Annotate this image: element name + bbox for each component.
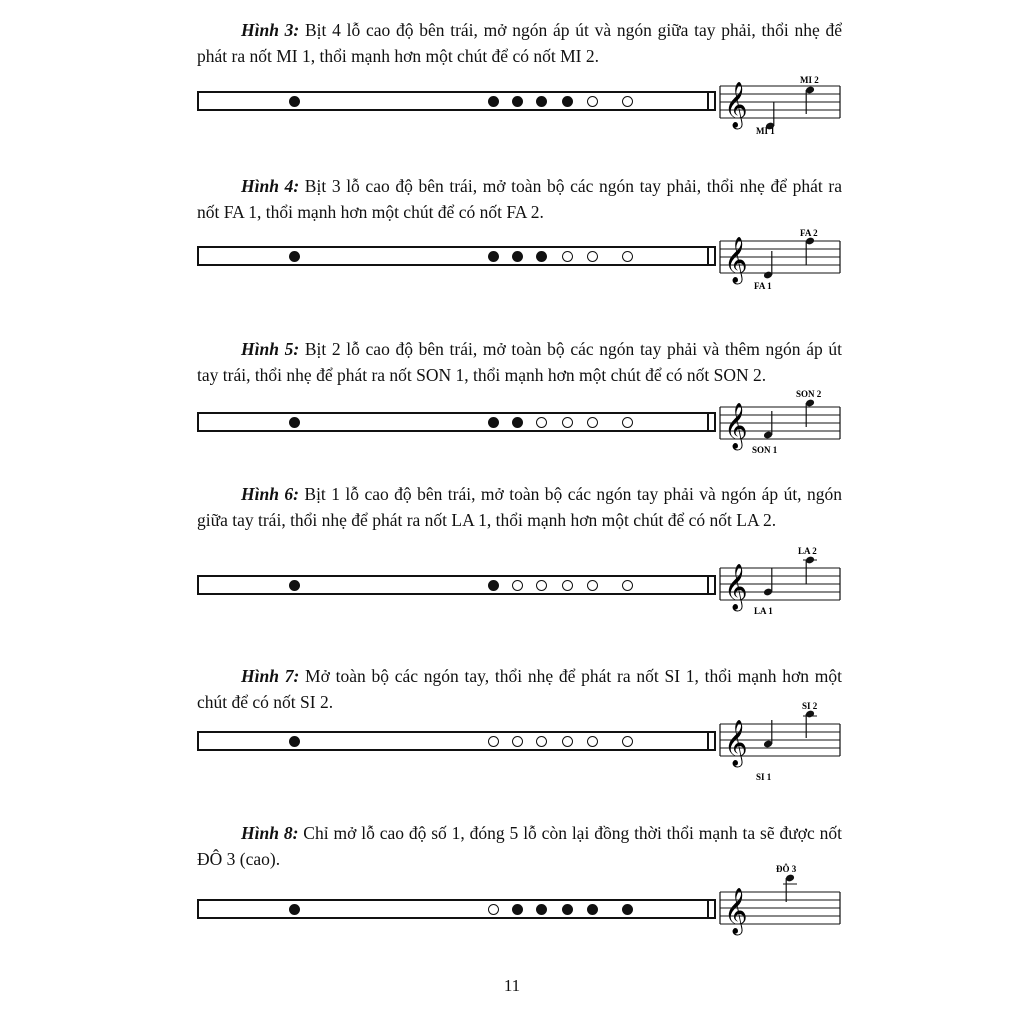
- figure-6-paragraph: [197, 481, 842, 533]
- figure-7-staff: [718, 701, 842, 782]
- flute-hole-1: [289, 417, 300, 428]
- figure-3-note-high-label: MI 2: [800, 75, 819, 85]
- flute-hole-3: [512, 580, 523, 591]
- figure-6-label: Hình 6:: [241, 484, 299, 504]
- flute-hole-5: [562, 417, 573, 428]
- flute-hole-7: [622, 417, 633, 428]
- flute-hole-4: [536, 96, 547, 107]
- flute-hole-6: [587, 904, 598, 915]
- flute-end-cap: [707, 91, 716, 111]
- flute-hole-7: [622, 904, 633, 915]
- treble-clef-icon: 𝄞: [724, 564, 748, 610]
- flute-hole-6: [587, 417, 598, 428]
- figure-8-paragraph: [197, 820, 842, 872]
- figure-6-text: Bịt 1 lỗ cao độ bên trái, mở toàn bộ các ngón tay phải và ngón áp út, ngón giữa tay trái, thổi nhẹ để phát ra nốt LA 1, thổi mạnh hơn một chút để có nốt LA 2.: [197, 484, 842, 530]
- figure-8-note-high-label: ĐÔ 3: [776, 864, 797, 874]
- figure-7-note-high-label: SI 2: [802, 701, 818, 711]
- figure-3-staff: [718, 72, 842, 142]
- treble-clef-icon: 𝄞: [724, 888, 748, 934]
- flute-hole-1: [289, 904, 300, 915]
- figure-7-flute: [197, 731, 709, 751]
- flute-hole-3: [512, 417, 523, 428]
- flute-hole-2: [488, 580, 499, 591]
- flute-hole-2: [488, 251, 499, 262]
- flute-hole-2: [488, 904, 499, 915]
- flute-hole-5: [562, 736, 573, 747]
- figure-3-flute: [197, 91, 709, 111]
- figure-4-flute: [197, 246, 709, 266]
- flute-hole-3: [512, 904, 523, 915]
- figure-4-label: Hình 4:: [241, 176, 300, 196]
- figure-3-paragraph: [197, 17, 842, 69]
- flute-hole-6: [587, 96, 598, 107]
- figure-5-text: Bịt 2 lỗ cao độ bên trái, mở toàn bộ các ngón tay phải và thêm ngón áp út tay trái, thổi nhẹ để phát ra nốt SON 1, thổi mạnh hơn một chút để có nốt SON 2.: [197, 339, 842, 385]
- figure-7-text: Mở toàn bộ các ngón tay, thổi nhẹ để phát ra nốt SI 1, thổi mạnh hơn một chút để có nốt SI 2.: [197, 666, 842, 712]
- figure-5-label: Hình 5:: [241, 339, 300, 359]
- figure-8-staff: [718, 864, 842, 948]
- flute-hole-2: [488, 736, 499, 747]
- flute-hole-2: [488, 96, 499, 107]
- flute-hole-4: [536, 580, 547, 591]
- page-number: 11: [503, 976, 521, 995]
- figure-5-note-high-label: SON 2: [796, 389, 822, 399]
- flute-hole-3: [512, 736, 523, 747]
- flute-hole-6: [587, 580, 598, 591]
- flute-hole-3: [512, 96, 523, 107]
- flute-end-cap: [707, 575, 716, 595]
- treble-clef-icon: 𝄞: [724, 403, 748, 449]
- flute-hole-4: [536, 417, 547, 428]
- treble-clef-icon: 𝄞: [724, 720, 748, 766]
- flute-hole-4: [536, 736, 547, 747]
- flute-end-cap: [707, 246, 716, 266]
- figure-7-note-low-label: SI 1: [756, 772, 772, 782]
- flute-end-cap: [707, 899, 716, 919]
- figure-5-paragraph: [197, 336, 842, 388]
- flute-hole-7: [622, 96, 633, 107]
- figure-4-note-high-label: FA 2: [800, 228, 818, 238]
- flute-hole-4: [536, 251, 547, 262]
- figure-6-note-low-label: LA 1: [754, 606, 773, 616]
- flute-hole-6: [587, 736, 598, 747]
- figure-8-flute: [197, 899, 709, 919]
- figure-7-label: Hình 7:: [241, 666, 300, 686]
- flute-hole-1: [289, 251, 300, 262]
- figure-5-staff: [718, 389, 842, 463]
- flute-hole-3: [512, 251, 523, 262]
- flute-hole-7: [622, 580, 633, 591]
- figure-4-text: Bịt 3 lỗ cao độ bên trái, mở toàn bộ các ngón tay phải, thổi nhẹ để phát ra nốt FA 1, thổi mạnh hơn một chút để có nốt FA 2.: [197, 176, 843, 222]
- flute-hole-1: [289, 96, 300, 107]
- figure-3-text: Bịt 4 lỗ cao độ bên trái, mở ngón áp út và ngón giữa tay phải, thổi nhẹ để phát ra nốt MI 1, thổi mạnh hơn một chút để có nốt MI 2.: [197, 20, 842, 66]
- flute-hole-2: [488, 417, 499, 428]
- treble-clef-icon: 𝄞: [724, 237, 748, 283]
- figure-5-note-low-label: SON 1: [752, 445, 778, 455]
- flute-hole-7: [622, 736, 633, 747]
- figure-4-note-low-label: FA 1: [754, 281, 772, 291]
- figure-3-note-low-label: MI 1: [756, 126, 775, 136]
- figure-6-flute: [197, 575, 709, 595]
- flute-hole-4: [536, 904, 547, 915]
- figure-5-flute: [197, 412, 709, 432]
- flute-hole-5: [562, 904, 573, 915]
- figure-6-note-high-label: LA 2: [798, 546, 817, 556]
- figure-6-staff: [718, 546, 842, 624]
- figure-4-staff: [718, 227, 842, 297]
- flute-hole-1: [289, 580, 300, 591]
- flute-hole-6: [587, 251, 598, 262]
- treble-clef-icon: 𝄞: [724, 82, 748, 128]
- flute-hole-1: [289, 736, 300, 747]
- figure-7-paragraph: [197, 663, 842, 715]
- figure-8-label: Hình 8:: [241, 823, 299, 843]
- figure-3-label: Hình 3:: [241, 20, 300, 40]
- figure-4-paragraph: [197, 173, 842, 225]
- flute-hole-5: [562, 251, 573, 262]
- flute-hole-5: [562, 580, 573, 591]
- flute-hole-7: [622, 251, 633, 262]
- figure-8-text: Chỉ mở lỗ cao độ số 1, đóng 5 lỗ còn lại đồng thời thổi mạnh ta sẽ được nốt ĐÔ 3 (cao).: [197, 823, 843, 869]
- flute-end-cap: [707, 731, 716, 751]
- flute-end-cap: [707, 412, 716, 432]
- flute-hole-5: [562, 96, 573, 107]
